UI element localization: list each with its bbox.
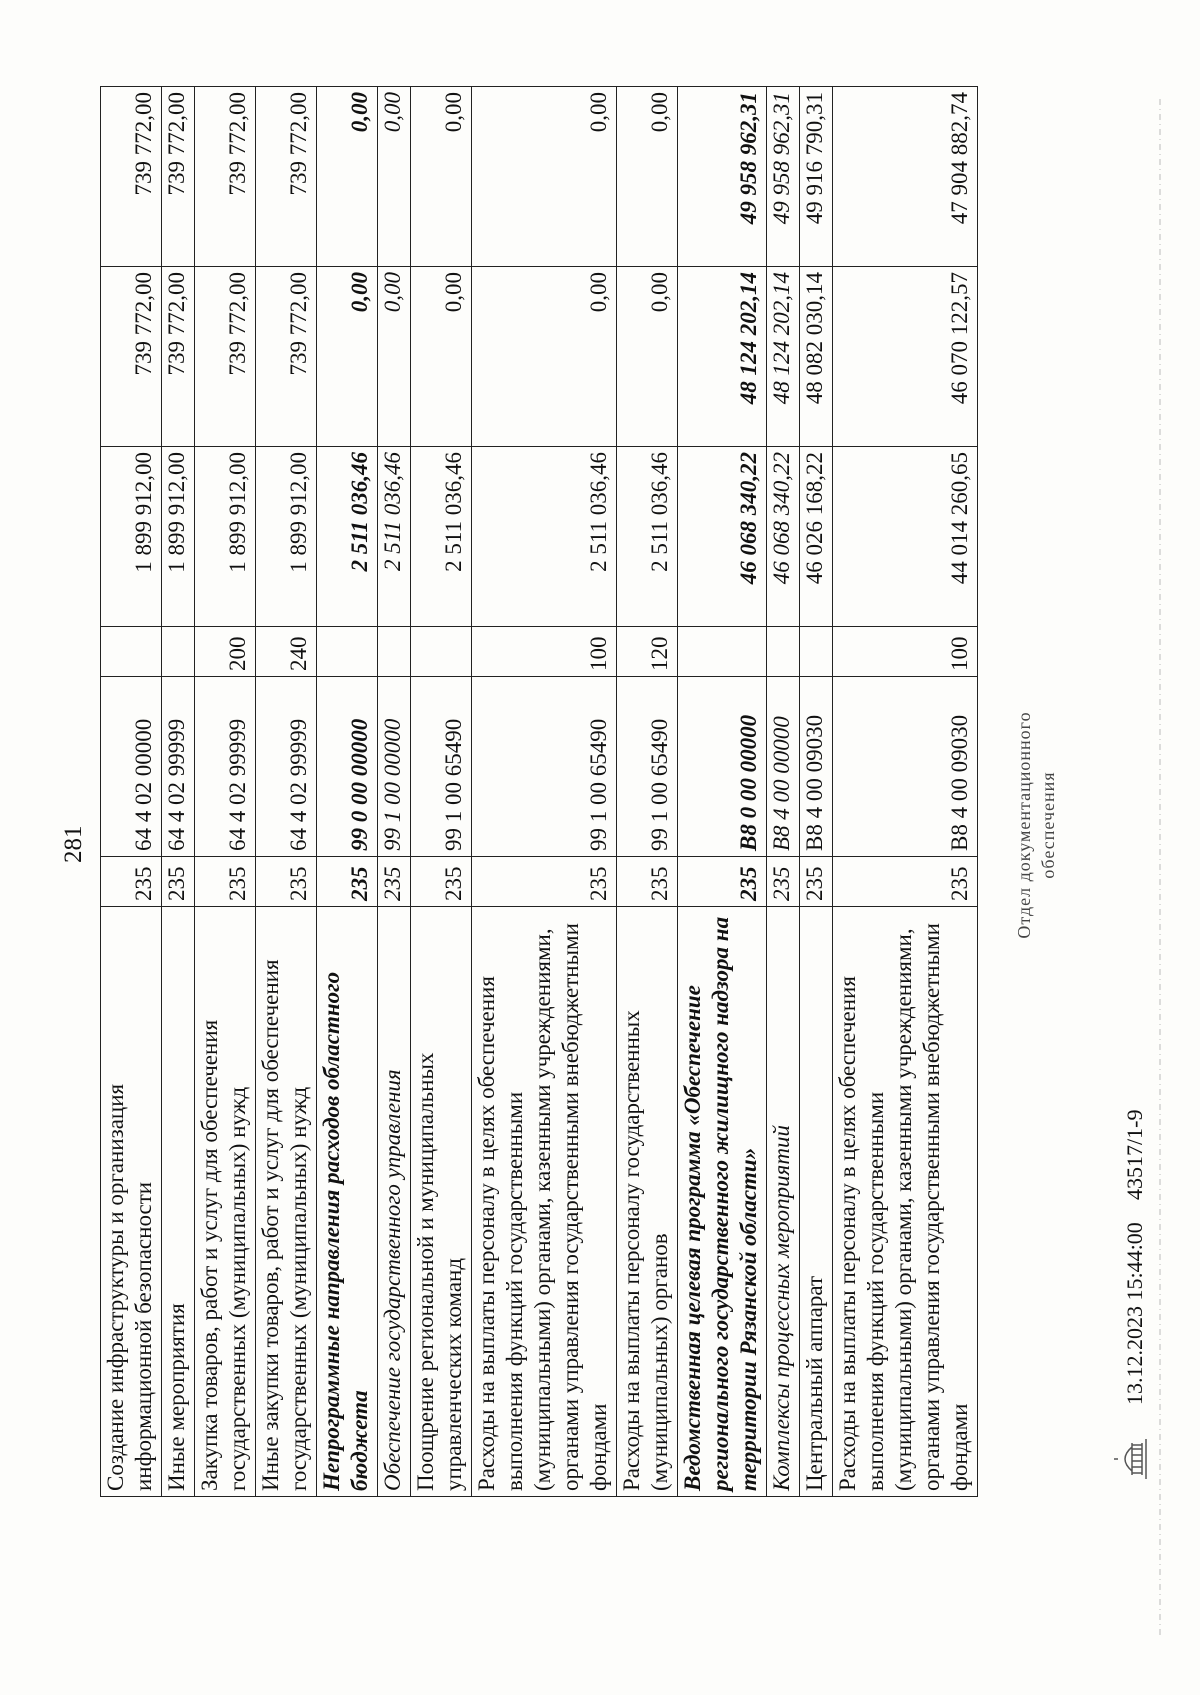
row-value-2: 739 772,00 [256, 267, 317, 447]
row-value-2: 739 772,00 [162, 267, 195, 447]
scan-line-icon [1158, 0, 1163, 1695]
row-vr: 100 [472, 627, 617, 677]
row-grbs: 235 [833, 857, 978, 907]
budget-table [100, 86, 978, 1497]
row-code: 64 4 02 00000 [101, 677, 162, 857]
row-code: В8 4 00 09030 [800, 677, 833, 857]
footer-timestamp: 13.12.2023 15:44:00 [1122, 1222, 1147, 1405]
table-row [378, 87, 411, 1497]
row-value-2: 46 070 122,57 [833, 267, 978, 447]
row-value-3: 49 958 962,31 [678, 87, 767, 267]
row-value-1: 1 899 912,00 [195, 447, 256, 627]
row-name: Центральный аппарат [800, 907, 833, 1497]
stamp-line-1: Отдел документационного [1014, 711, 1034, 939]
row-grbs: 235 [767, 857, 800, 907]
row-vr [678, 627, 767, 677]
row-grbs: 235 [411, 857, 472, 907]
row-code: 64 4 02 99999 [162, 677, 195, 857]
row-grbs: 235 [800, 857, 833, 907]
row-value-2: 0,00 [378, 267, 411, 447]
page-number: 281 [60, 825, 87, 863]
row-value-1: 44 014 260,65 [833, 447, 978, 627]
row-value-1: 1 899 912,00 [162, 447, 195, 627]
row-value-3: 0,00 [617, 87, 678, 267]
row-value-3: 49 958 962,31 [767, 87, 800, 267]
row-value-2: 0,00 [617, 267, 678, 447]
row-name: Закупка товаров, работ и услуг для обеспечения государственных (муниципальных) нужд [195, 907, 256, 1497]
department-stamp [1012, 695, 1060, 955]
row-value-2: 0,00 [472, 267, 617, 447]
row-value-2: 48 124 202,14 [767, 267, 800, 447]
row-code: 99 1 00 65490 [472, 677, 617, 857]
row-value-1: 1 899 912,00 [101, 447, 162, 627]
row-name: Комплексы процессных мероприятий [767, 907, 800, 1497]
row-value-1: 2 511 036,46 [378, 447, 411, 627]
duma-emblem-icon [1112, 1435, 1152, 1483]
row-vr [101, 627, 162, 677]
row-value-3: 47 904 882,74 [833, 87, 978, 267]
table-row [411, 87, 472, 1497]
row-value-3: 0,00 [411, 87, 472, 267]
row-code: 99 1 00 65490 [617, 677, 678, 857]
row-grbs: 235 [378, 857, 411, 907]
row-value-3: 739 772,00 [256, 87, 317, 267]
row-vr [317, 627, 378, 677]
row-grbs: 235 [162, 857, 195, 907]
row-code: 99 1 00 65490 [411, 677, 472, 857]
row-value-2: 0,00 [317, 267, 378, 447]
row-name: Иные мероприятия [162, 907, 195, 1497]
row-value-1: 46 068 340,22 [767, 447, 800, 627]
row-code: 99 1 00 00000 [378, 677, 411, 857]
row-value-3: 0,00 [378, 87, 411, 267]
row-name: Создание инфраструктуры и организация информационной безопасности [101, 907, 162, 1497]
row-value-1: 2 511 036,46 [617, 447, 678, 627]
row-code: В8 4 00 00000 [767, 677, 800, 857]
row-value-1: 46 068 340,22 [678, 447, 767, 627]
row-name: Расходы на выплаты персоналу в целях обеспечения выполнения функций государственными (муниципальными) органами, казенными учреждениями, органами управления государственными внебюджетными фондами [472, 907, 617, 1497]
row-name: Иные закупки товаров, работ и услуг для обеспечения государственных (муниципальных) нужд [256, 907, 317, 1497]
row-name: Расходы на выплаты персоналу в целях обеспечения выполнения функций государственными (муниципальными) органами, казенными учреждениями, органами управления государственными внебюджетными фондами [833, 907, 978, 1497]
table-row [767, 87, 800, 1497]
row-vr [411, 627, 472, 677]
row-value-2: 739 772,00 [101, 267, 162, 447]
row-vr [800, 627, 833, 677]
table-row [195, 87, 256, 1497]
row-value-3: 0,00 [472, 87, 617, 267]
row-code: 99 0 00 00000 [317, 677, 378, 857]
row-value-3: 739 772,00 [195, 87, 256, 267]
row-name: Ведомственная целевая программа «Обеспечение регионального государственного жилищного надзора на территории Рязанской области» [678, 907, 767, 1497]
footer-doc-number: 43517/1-9 [1122, 1109, 1147, 1200]
table-row [256, 87, 317, 1497]
row-grbs: 235 [195, 857, 256, 907]
row-grbs: 235 [617, 857, 678, 907]
row-code: 64 4 02 99999 [195, 677, 256, 857]
row-vr: 200 [195, 627, 256, 677]
row-value-3: 739 772,00 [162, 87, 195, 267]
row-value-1: 46 026 168,22 [800, 447, 833, 627]
row-value-2: 48 124 202,14 [678, 267, 767, 447]
row-name: Поощрение региональной и муниципальных управленческих команд [411, 907, 472, 1497]
row-value-1: 2 511 036,46 [472, 447, 617, 627]
row-value-2: 739 772,00 [195, 267, 256, 447]
table-row [833, 87, 978, 1497]
row-grbs: 235 [101, 857, 162, 907]
row-grbs: 235 [317, 857, 378, 907]
row-vr: 100 [833, 627, 978, 677]
row-grbs: 235 [472, 857, 617, 907]
table-row [800, 87, 833, 1497]
row-vr: 240 [256, 627, 317, 677]
table-row [617, 87, 678, 1497]
row-value-1: 2 511 036,46 [317, 447, 378, 627]
row-grbs: 235 [256, 857, 317, 907]
stamp-line-2: обеспечения [1038, 771, 1058, 879]
row-name: Расходы на выплаты персоналу государственных (муниципальных) органов [617, 907, 678, 1497]
table-row [317, 87, 378, 1497]
row-value-2: 48 082 030,14 [800, 267, 833, 447]
row-vr [767, 627, 800, 677]
row-value-3: 49 916 790,31 [800, 87, 833, 267]
row-code: В8 4 00 09030 [833, 677, 978, 857]
row-vr [378, 627, 411, 677]
row-value-2: 0,00 [411, 267, 472, 447]
table-row [162, 87, 195, 1497]
table-row [678, 87, 767, 1497]
row-name: Обеспечение государственного управления [378, 907, 411, 1497]
row-vr [162, 627, 195, 677]
row-grbs: 235 [678, 857, 767, 907]
row-name: Непрограммные направления расходов областного бюджета [317, 907, 378, 1497]
table-row [101, 87, 162, 1497]
row-value-1: 1 899 912,00 [256, 447, 317, 627]
row-value-3: 0,00 [317, 87, 378, 267]
row-vr: 120 [617, 627, 678, 677]
row-value-1: 2 511 036,46 [411, 447, 472, 627]
table-row [472, 87, 617, 1497]
row-code: 64 4 02 99999 [256, 677, 317, 857]
row-code: В8 0 00 00000 [678, 677, 767, 857]
row-value-3: 739 772,00 [101, 87, 162, 267]
